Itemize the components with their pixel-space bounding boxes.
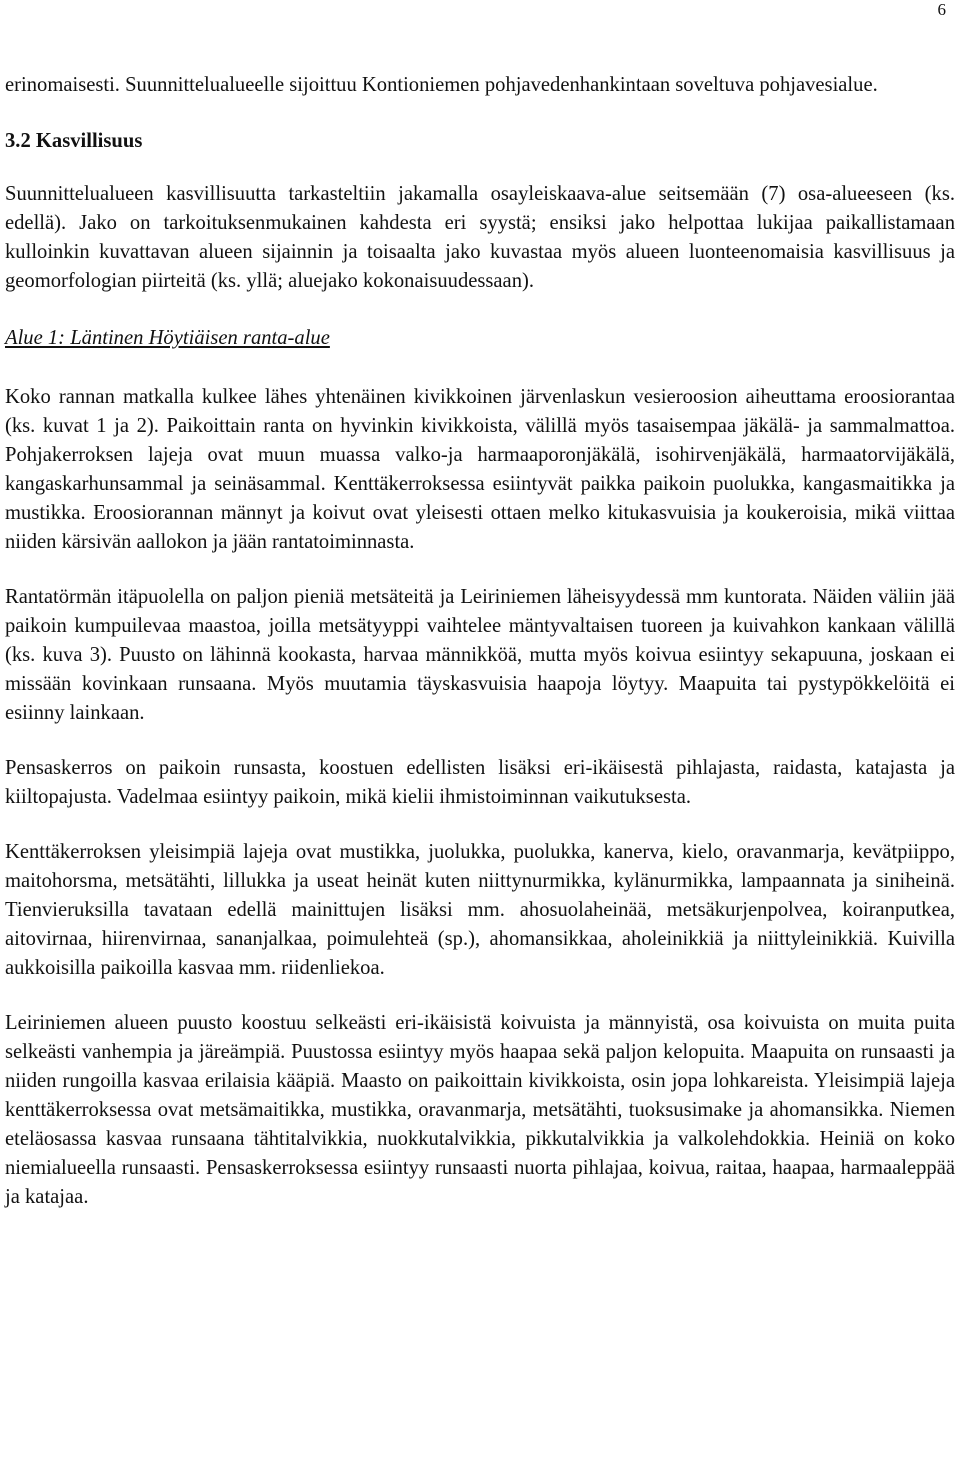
paragraph-intro: Suunnittelualueen kasvillisuutta tarkasteltiin jakamalla osayleiskaava-alue seitsemään (7) osa-alueeseen (ks. edellä). Jako on tarkoituksenmukainen kahdesta eri syystä; ensiksi jako helpottaa lukijaa paikallistamaan kulloinkin kuvattavan alueen sijainnin ja toisaalta jako kuvastaa myös alueen luonteenomaisia kasvillisuus ja geomorfologian piirteitä (ks. yllä; aluejako kokonaisuudessaan). [5,183,955,292]
document-body [5,71,955,1212]
page-number: 6 [937,0,946,19]
subheading-area-1: Alue 1: Läntinen Höytiäisen ranta-alue [5,327,330,349]
section-heading: 3.2 Kasvillisuus [5,130,143,152]
paragraph-groundwater: erinomaisesti. Suunnittelualueelle sijoittuu Kontioniemen pohjavedenhankintaan soveltuva pohjavesialue. [5,74,878,96]
paragraph-shrub-layer: Pensaskerros on paikoin runsasta, koostuen edellisten lisäksi eri-ikäisestä pihlajasta, raidasta, katajasta ja kiiltopajusta. Vadelmaa esiintyy paikoin, mikä kielii ihmistoiminnan vaikutuksesta. [5,757,955,808]
paragraph-shore: Koko rannan matkalla kulkee lähes yhtenäinen kivikkoinen järvenlaskun vesieroosion aiheuttama eroosiorantaa (ks. kuvat 1 ja 2). Paikoittain ranta on hyvinkin kivikkoista, välillä myös tasaisempaa jäkälä- ja sammalmattoa. Pohjakerroksen lajeja ovat muun muassa valko-ja harmaaporonjäkälä, isohirvenjäkälä, harmaatorvijäkälä, kangaskarhunsammal ja seinäsammal. Kenttäkerroksessa esiintyvät paikka paikoin puolukka, kangasmaitikka ja mustikka. Eroosiorannan männyt ja koivut ovat yleisesti ottaen melko kitukasvuisia ja koukeroisia, mikä viittaa niiden kärsivän aallokon ja jään rantatoiminnasta. [5,386,955,553]
paragraph-leiriniemi: Leiriniemen alueen puusto koostuu selkeästi eri-ikäisistä koivuista ja männyistä, osa koivuista on muita puita selkeästi vanhempia ja järeämpiä. Puustossa esiintyy myös haapaa sekä paljon kelopuita. Maapuita on runsaasti ja niiden rungoilla kasvaa erilaisia kääpiä. Maasto on paikoittain kivikkoista, osin jopa lohkareista. Yleisimpiä lajeja kenttäkerroksessa ovat metsämaitikka, mustikka, oravanmarja, metsätähti, tuoksusimake ja ahomansikka. Niemen eteläosassa kasvaa runsaana tähtitalvikkia, nuokkutalvikkia, pikkutalvikkia ja valkolehdokkia. Heiniä on koko niemialueella runsaasti. Pensaskerroksessa esiintyy runsaasti nuorta pihlajaa, koivua, raitaa, haapaa, harmaaleppää ja katajaa. [5,1012,955,1208]
paragraph-forest: Rantatörmän itäpuolella on paljon pieniä metsäteitä ja Leiriniemen läheisyydessä mm kuntorata. Näiden väliin jää paikoin kumpuilevaa maastoa, joilla metsätyyppi vaihtelee mäntyvaltaisen tuoreen ja kuivahkon kankaan välillä (ks. kuva 3). Puusto on lähinnä kookasta, harvaa männikköä, mutta myös koivua esiintyy sekapuuna, joskaan ei missään kovinkaan runsaana. Myös muutamia täyskasvuisia haapoja löytyy. Maapuita tai pystypökkelöitä ei esiinny lainkaan. [5,586,955,724]
paragraph-field-layer: Kenttäkerroksen yleisimpiä lajeja ovat mustikka, juolukka, puolukka, kanerva, kielo, oravanmarja, kevätpiippo, maitohorsma, metsätähti, lillukka ja useat heinät kuten niittynurmikka, kylänurmikka, lampaannata ja siniheinä. Tienvieruksilla tavataan edellä mainittujen lisäksi mm. ahosuolaheinää, metsäkurjenpolvea, koiranputkea, aitovirnaa, hiirenvirnaa, sananjalkaa, poimulehteä (sp.), ahomansikkaa, aholeinikkiä ja niittyleinikkiä. Kuivilla aukkoisilla paikoilla kasvaa mm. riidenliekoa. [5,841,955,979]
